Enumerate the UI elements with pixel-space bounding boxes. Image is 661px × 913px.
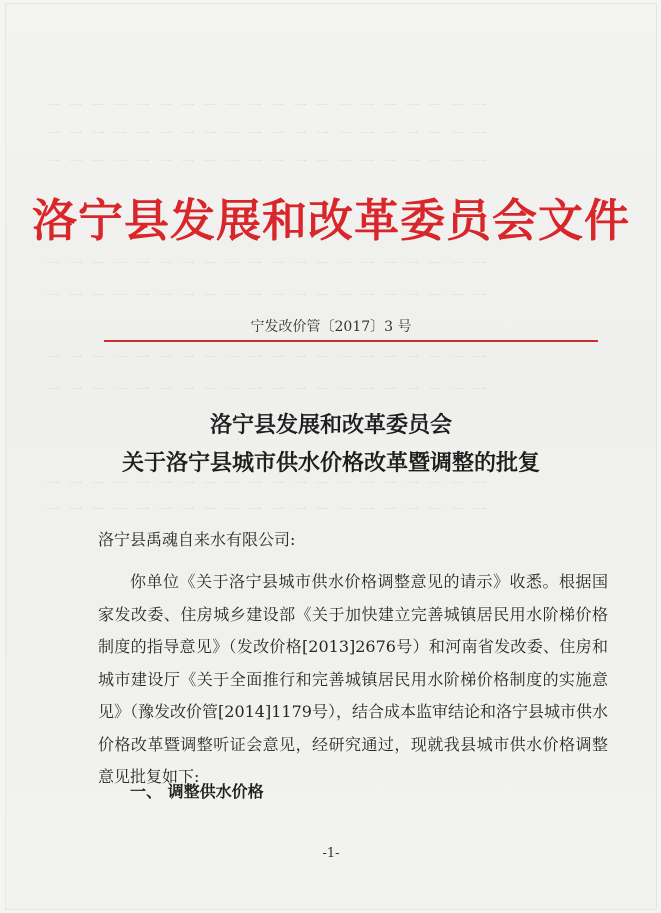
bleed-through-text: 一 一 一 一 一 一 一 一 一 一 一 一 一 一 一 一 一 一 一 一 <box>46 351 489 367</box>
bleed-through-text: 一 一 一 一 一 一 一 一 一 一 一 一 一 一 一 一 一 一 一 一 <box>46 257 489 273</box>
body-text <box>98 566 608 794</box>
bleed-through-text: 一 一 一 一 一 一 一 一 一 一 一 一 一 一 一 一 一 一 一 一 <box>46 383 489 399</box>
bleed-through-text: 一 一 一 一 一 一 一 一 一 一 一 一 一 一 一 一 一 一 一 一 <box>46 477 489 493</box>
document-title: 关于洛宁县城市供水价格改革暨调整的批复 <box>121 450 540 476</box>
issuer-heading: 洛宁县发展和改革委员会 <box>209 412 452 438</box>
body-paragraph: 你单位《关于洛宁县城市供水价格调整意见的请示》收悉。根据国家发改委、住房城乡建设部《关于加快建立完善城镇居民用水阶梯价格制度的指导意见》（发改价格[2013]2676号）和河南省发改委、住房和城市建设厅《关于全面推行和完善城镇居民用水阶梯价格制度的实施意见》（豫发改价管[2014]1179号），结合成本监审结论和洛宁县城市供水价格改革暨调整听证会意见，经研究通过，现就我县城市供水价格调整意见批复如下: <box>98 572 608 786</box>
addressee: 洛宁县禹魂自来水有限公司: <box>98 530 296 549</box>
document-masthead: 洛宁县发展和改革委员会文件 <box>31 194 630 247</box>
bleed-through-text: 一 一 一 一 一 一 一 一 一 一 一 一 一 一 一 一 一 一 一 一 <box>46 503 489 519</box>
bleed-through-text: 一 一 一 一 一 一 一 一 一 一 一 一 一 一 一 一 一 一 一 一 <box>46 289 489 305</box>
document-number: 宁发改价管〔2017〕3 号 <box>250 319 412 335</box>
page-number: -1- <box>322 846 340 861</box>
document-page <box>6 4 656 909</box>
section-heading: 一、 调整供水价格 <box>130 782 264 801</box>
bleed-through-text: 一 一 一 一 一 一 一 一 一 一 一 一 一 一 一 一 一 一 一 一 <box>46 155 489 171</box>
bleed-through-text: 一 一 一 一 一 一 一 一 一 一 一 一 一 一 一 一 一 一 一 一 <box>46 99 489 115</box>
red-divider-line <box>104 340 598 342</box>
bleed-through-text: 一 一 一 一 一 一 一 一 一 一 一 一 一 一 一 一 一 一 一 一 <box>46 127 489 143</box>
